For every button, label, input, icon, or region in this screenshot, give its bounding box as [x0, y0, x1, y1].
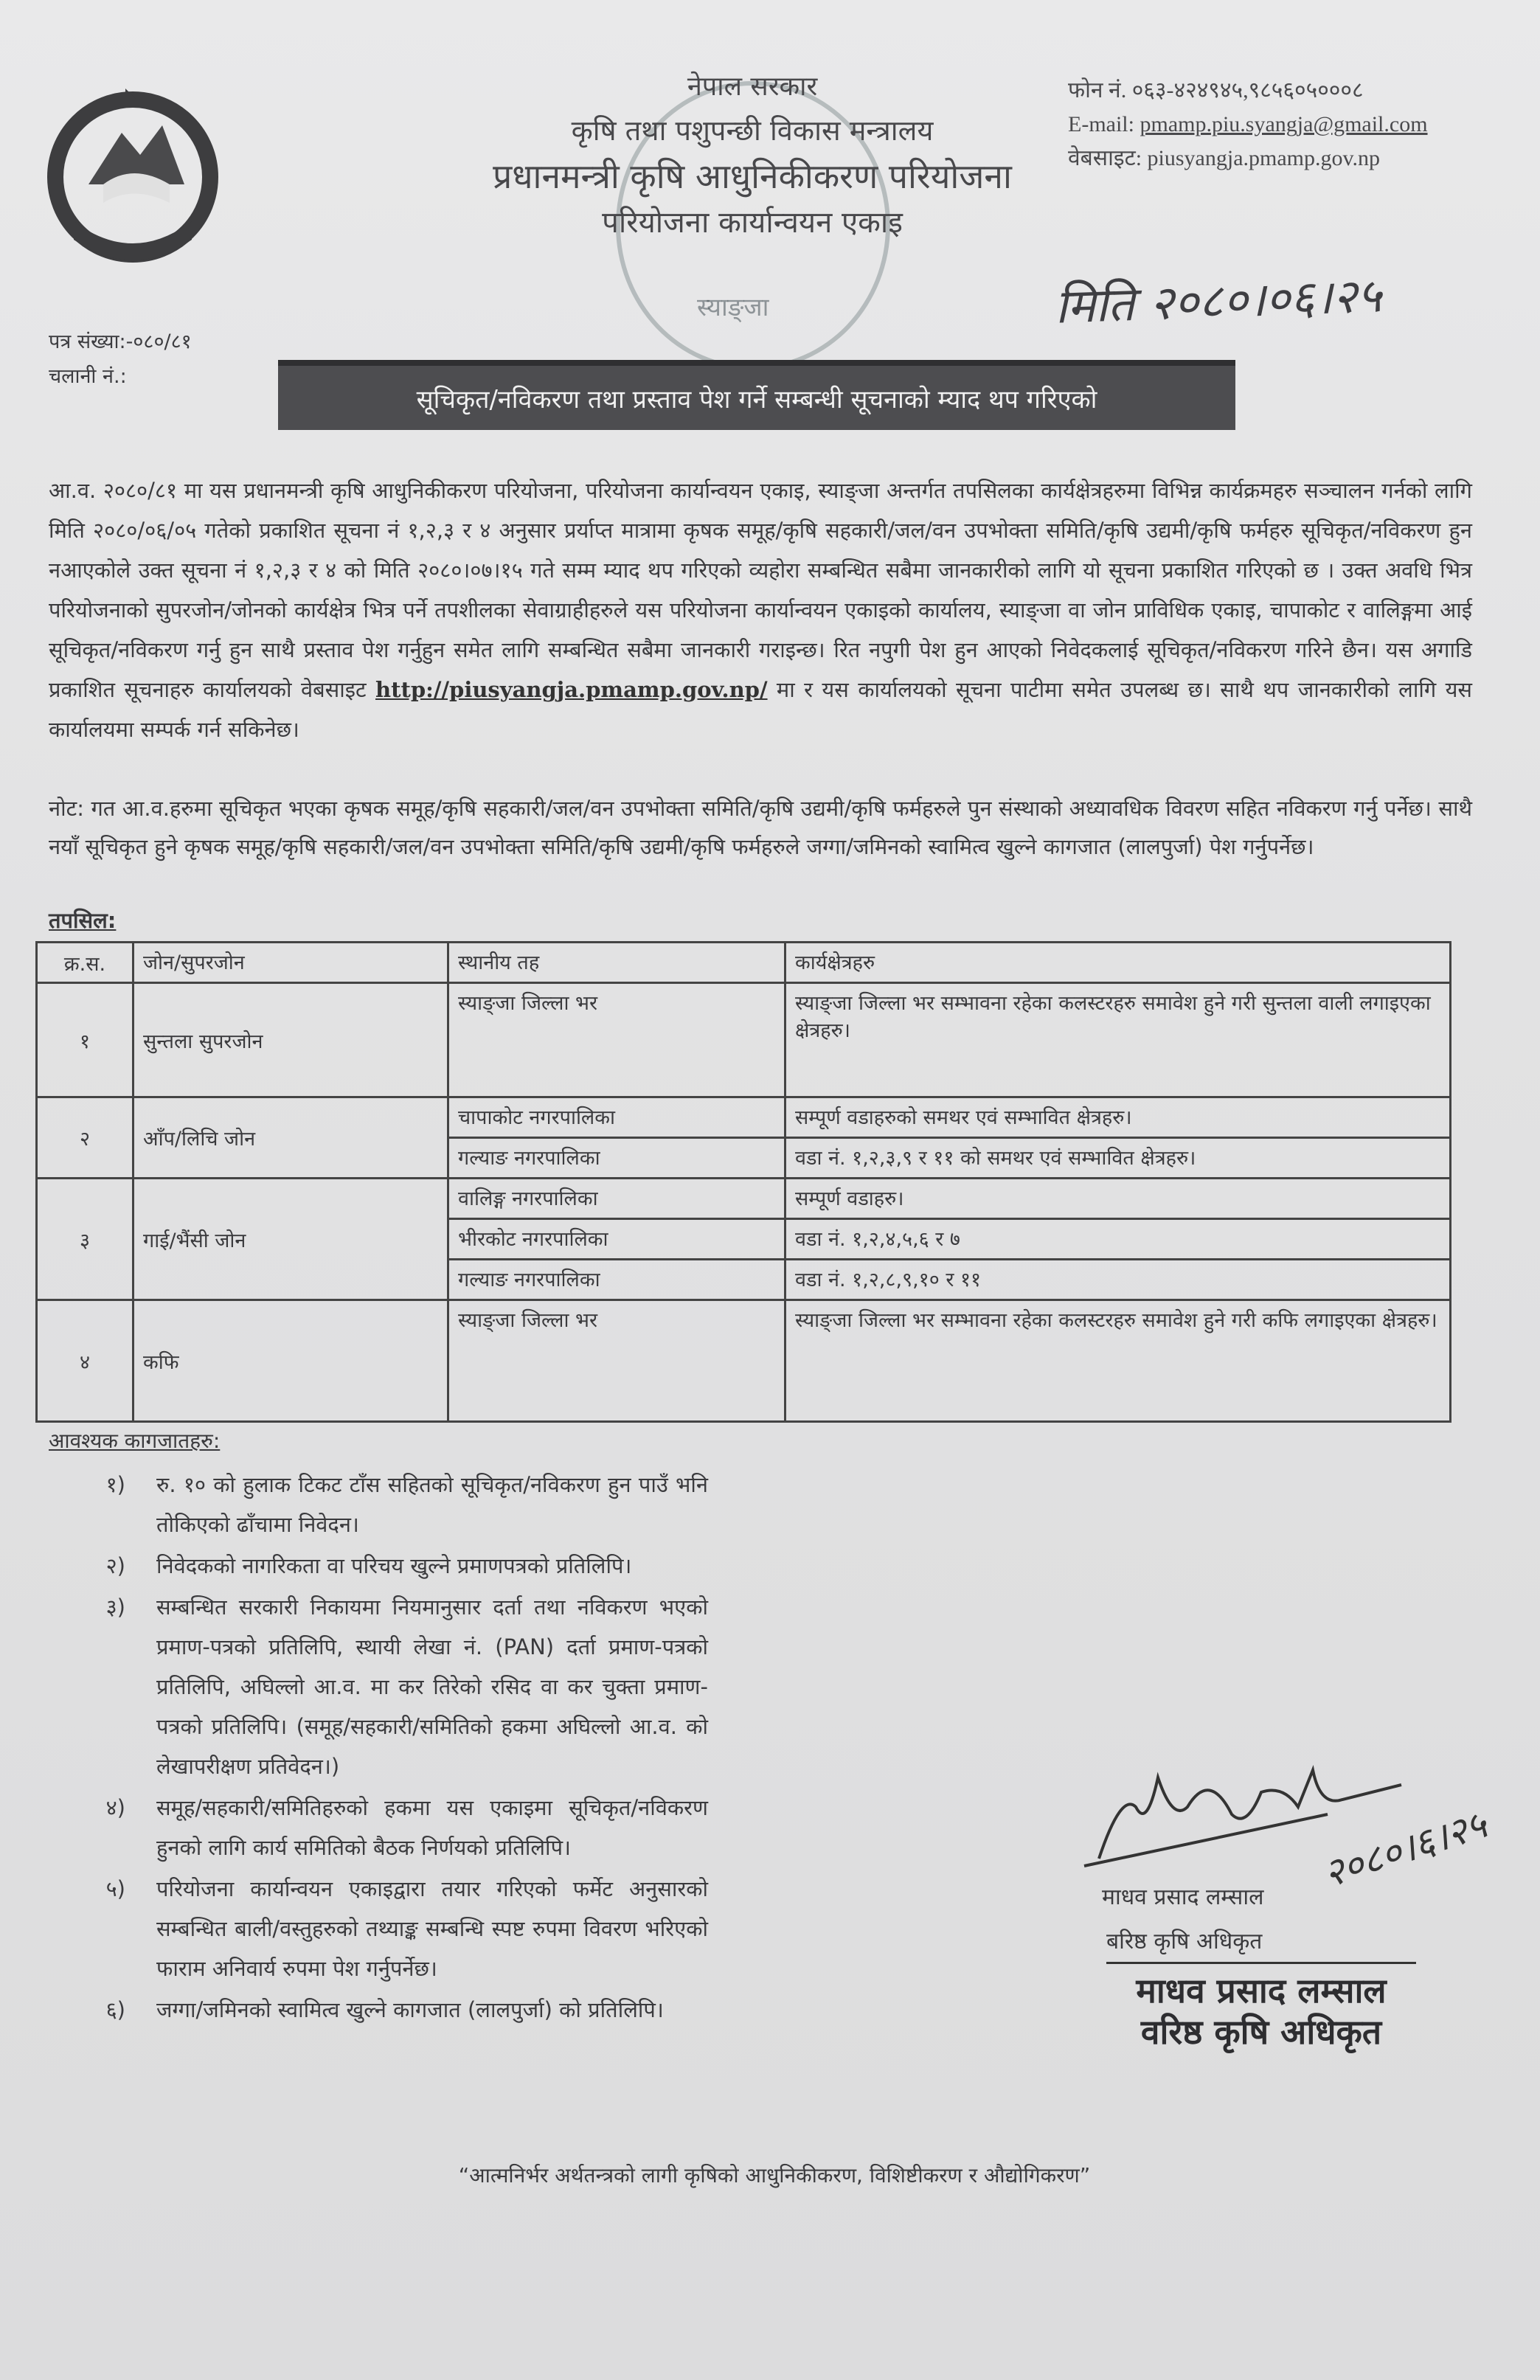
table-row	[37, 1179, 1451, 1219]
row-zone: कफि	[133, 1300, 448, 1422]
footer-motto: “आत्मनिर्भर अर्थतन्त्रको लागी कृषिको आधुनिकीकरण, विशिष्टीकरण र औद्योगिकरण”	[458, 2163, 1091, 2188]
letterhead	[413, 72, 1092, 240]
document-text: निवेदकको नागरिकता वा परिचय खुल्ने प्रमाणपत्रको प्रतिलिपि।	[156, 1553, 632, 1578]
row-work-area: वडा नं. १,२,४,५,६ र ७	[785, 1219, 1451, 1260]
document-number: ४)	[105, 1795, 125, 1820]
document-number: १)	[105, 1472, 125, 1497]
phone-value: ०६३-४२४९४५,९८५६०५०००८	[1131, 78, 1364, 103]
notice-body	[49, 471, 1472, 749]
document-item	[44, 1869, 708, 1988]
header-work-area: कार्यक्षेत्रहरु	[785, 943, 1451, 983]
project-name: प्रधानमन्त्री कृषि आधुनिकीकरण परियोजना	[493, 156, 1012, 196]
document-text: जग्गा/जमिनको स्वामित्व खुल्ने कागजात (लालपुर्जा) को प्रतिलिपि।	[156, 1997, 664, 2022]
row-local-level: भीरकोट नगरपालिका	[448, 1219, 785, 1260]
row-work-area: सम्पूर्ण वडाहरु।	[785, 1179, 1451, 1219]
document-number: ६)	[105, 1997, 125, 2022]
header-local-level: स्थानीय तह	[448, 943, 785, 983]
website-value: piusyangja.pmamp.gov.np	[1147, 146, 1381, 170]
row-zone: गाई/भैंसी जोन	[133, 1179, 448, 1300]
row-work-area: सम्पूर्ण वडाहरुको समथर एवं सम्भावित क्षेत्रहरु।	[785, 1097, 1451, 1138]
document-text: सम्बन्धित सरकारी निकायमा नियमानुसार दर्ता तथा नविकरण भएको प्रमाण-पत्रको प्रतिलिपि, स्थायी लेखा नं. (PAN) दर्ता प्रमाण-पत्रको प्रतिलिपि, अघिल्लो आ.व. मा कर तिरेको रसिद वा कर चुक्ता प्रमाण-पत्रको प्रतिलिपि। (समूह/सहकारी/समितिको हकमा अघिल्लो आ.व. को लेखापरीक्षण प्रतिवेदन।)	[156, 1595, 708, 1779]
handwritten-date: मिति २०८०।०६।२५	[1053, 268, 1383, 335]
signature-date: २०८०।६।२५	[1318, 1803, 1493, 1897]
row-sn: ३	[37, 1179, 133, 1300]
website-link[interactable]: http://piusyangja.pmamp.gov.np/	[375, 677, 768, 702]
row-zone: सुन्तला सुपरजोन	[133, 983, 448, 1097]
notice-title: सूचिकृत/नविकरण तथा प्रस्ताव पेश गर्ने सम्बन्धी सूचनाको म्याद थप गरिएको	[278, 360, 1235, 430]
document-item	[44, 1465, 708, 1544]
signatory-name: माधव प्रसाद लम्साल	[1102, 1884, 1264, 1910]
note-paragraph: नोट: गत आ.व.हरुमा सूचिकृत भएका कृषक समूह/कृषि सहकारी/जल/वन उपभोक्ता समिति/कृषि उद्यमी/कृषि फर्महरुले पुन संस्थाको अध्यावधिक विवरण सहित नविकरण गर्नु पर्नेछ। साथै नयाँ सूचिकृत हुने कृषक समूह/कृषि सहकारी/जल/वन उपभोक्ता समिति/कृषि उद्यमी/कृषि फर्महरुले जग्गा/जमिनको स्वामित्व खुल्ने कागजात (लालपुर्जा) पेश गर्नुपर्नेछ।	[49, 796, 1472, 859]
website-label: वेबसाइट:	[1068, 146, 1142, 170]
government-name: नेपाल सरकार	[687, 72, 818, 102]
row-work-area: स्याङ्जा जिल्ला भर सम्भावना रहेका कलस्टरहरु समावेश हुने गरी कफि लगाइएका क्षेत्रहरु।	[785, 1300, 1451, 1422]
document-item	[44, 1788, 708, 1867]
row-zone: आँप/लिचि जोन	[133, 1097, 448, 1179]
body-paragraph-end: मा र यस कार्यालयको सूचना पाटीमा समेत उपलब्ध छ। साथै थप जानकारीको लागि यस कार्यालयमा सम्पर्क गर्न सकिनेछ।	[49, 677, 1472, 742]
letter-reference	[49, 332, 192, 401]
email-label: E-mail:	[1068, 112, 1134, 136]
table-row	[37, 983, 1451, 1097]
required-documents-list	[44, 1465, 708, 2031]
table-row	[37, 1300, 1451, 1422]
contact-block	[1068, 80, 1525, 181]
phone-line	[1068, 80, 1525, 102]
document-text: रु. १० को हुलाक टिकट टाँस सहितको सूचिकृत/नविकरण हुन पाउँ भनि तोकिएको ढाँचामा निवेदन।	[156, 1472, 708, 1537]
website-line	[1068, 148, 1525, 170]
row-local-level: गल्याङ नगरपालिका	[448, 1260, 785, 1300]
header-sn: क्र.स.	[37, 943, 133, 983]
document-item	[44, 1546, 708, 1586]
document-text: परियोजना कार्यान्वयन एकाइद्वारा तयार गरिएको फर्मेट अनुसारको सम्बन्धित बाली/वस्तुहरुको तथ्याङ्क सम्बन्धि स्पष्ट रुपमा विवरण भरिएको फाराम अनिवार्य रुपमा पेश गर्नुपर्नेछ।	[156, 1876, 708, 1981]
row-work-area: वडा नं. १,२,३,९ र ११ को समथर एवं सम्भावित क्षेत्रहरु।	[785, 1138, 1451, 1179]
ministry-name: कृषि तथा पशुपन्छी विकास मन्त्रालय	[571, 114, 934, 147]
row-work-area: वडा नं. १,२,८,९,१० र ११	[785, 1260, 1451, 1300]
table-row	[37, 1097, 1451, 1138]
table-header-row	[37, 943, 1451, 983]
row-local-level: स्याङ्जा जिल्ला भर	[448, 1300, 785, 1422]
required-documents-title: आवश्यक कागजातहरु:	[49, 1429, 221, 1453]
body-paragraph: आ.व. २०८०/८१ मा यस प्रधानमन्त्री कृषि आधुनिकीकरण परियोजना, परियोजना कार्यान्वयन एकाइ, स्याङ्जा अन्तर्गत तपसिलका कार्यक्षेत्रहरुमा विभिन्न कार्यक्रमहरु सञ्चालन गर्नको लागि मिति २०८०/०६/०५ गतेको प्रकाशित सूचना नं १,२,३ र ४ अनुसार प्रर्याप्त मात्रामा कृषक समूह/कृषि सहकारी/जल/वन उपभोक्ता समिति/कृषि उद्यमी/कृषि फर्महरु सूचिकृत/नविकरण हुन नआएकोले उक्त सूचना नं १,२,३ र ४ को मिति २०८०।०७।१५ गते सम्म म्याद थप गरिएको व्यहोरा सम्बन्धित सबैमा जानकारीको लागि यो सूचना प्रकाशित गरिएको छ । उक्त अवधि भित्र परियोजनाको सुपरजोन/जोनको कार्यक्षेत्र भित्र पर्ने तपशीलका सेवाग्राहीहरुले यस परियोजना कार्यान्वयन एकाइको कार्यालय, स्याङ्जा वा जोन प्राविधिक एकाइ, चापाकोट र वालिङ्गमा आई सूचिकृत/नविकरण गर्नु हुन साथै प्रस्ताव पेश गर्नुहुन समेत लागि सम्बन्धित सबैमा जानकारी गराइन्छ। रित नपुगी पेश हुन आएको निवेदकलाई सूचिकृत/नविकरण गरिने छैन। यस अगाडि प्रकाशित सूचनाहरु कार्यालयको वेबसाइट	[49, 478, 1472, 702]
document-item	[44, 1587, 708, 1786]
unit-name: परियोजना कार्यान्वयन एकाइ	[602, 206, 903, 240]
document-number: ५)	[105, 1876, 125, 1901]
row-local-level: वालिङ्ग नगरपालिका	[448, 1179, 785, 1219]
nepal-emblem-icon	[44, 74, 221, 273]
email-link[interactable]: pmamp.piu.syangja@gmail.com	[1140, 112, 1428, 136]
header-zone: जोन/सुपरजोन	[133, 943, 448, 983]
row-local-level: गल्याङ नगरपालिका	[448, 1138, 785, 1179]
zones-table	[35, 941, 1451, 1423]
dispatch-number: चलानी नं.:	[49, 365, 127, 388]
details-label: तपसिल:	[49, 908, 117, 933]
phone-label: फोन नं.	[1068, 78, 1127, 103]
email-line	[1068, 114, 1525, 136]
stamp-designation: वरिष्ठ कृषि अधिकृत	[1140, 2012, 1382, 2053]
letter-number: पत्र संख्या:-०८०/८१	[49, 330, 192, 353]
row-sn: १	[37, 983, 133, 1097]
stamp-text: स्याङ्जा	[697, 293, 769, 322]
name-stamp	[1106, 1962, 1416, 2053]
document-text: समूह/सहकारी/समितिहरुको हकमा यस एकाइमा सूचिकृत/नविकरण हुनको लागि कार्य समितिको बैठक निर्णयको प्रतिलिपि।	[156, 1795, 708, 1860]
document-number: २)	[105, 1553, 125, 1578]
document-item	[44, 1990, 708, 2030]
document-number: ३)	[105, 1595, 125, 1620]
row-local-level: स्याङ्जा जिल्ला भर	[448, 983, 785, 1097]
signatory-designation: बरिष्ठ कृषि अधिकृत	[1106, 1929, 1263, 1954]
row-sn: ४	[37, 1300, 133, 1422]
row-work-area: स्याङ्जा जिल्ला भर सम्भावना रहेका कलस्टरहरु समावेश हुने गरी सुन्तला वाली लगाइएका क्षेत्रहरु।	[785, 983, 1451, 1097]
row-local-level: चापाकोट नगरपालिका	[448, 1097, 785, 1138]
stamp-name: माधव प्रसाद लम्साल	[1136, 1971, 1387, 2010]
row-sn: २	[37, 1097, 133, 1179]
